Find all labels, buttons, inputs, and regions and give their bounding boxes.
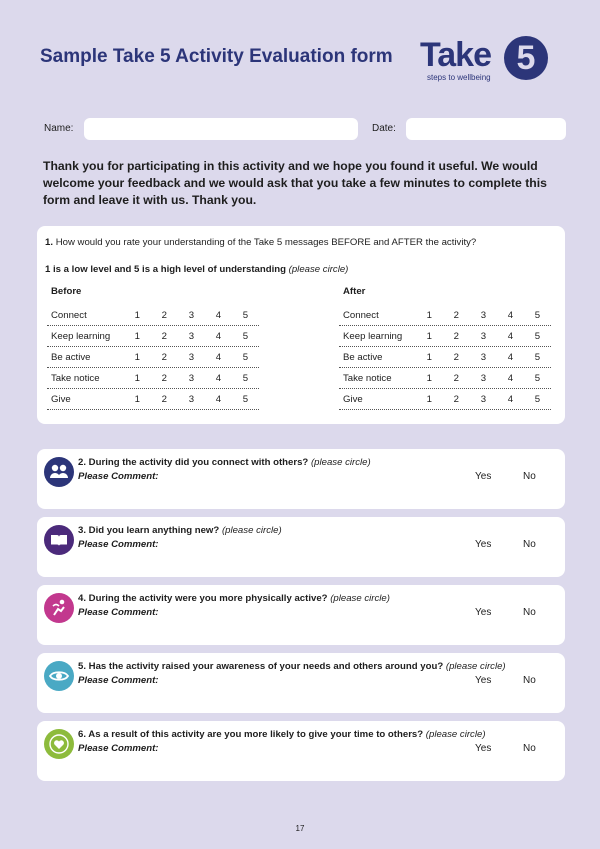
rating-option[interactable]: 2 xyxy=(453,372,459,384)
rating-option[interactable]: 4 xyxy=(215,372,222,384)
question-5-card xyxy=(37,653,565,713)
rating-option[interactable]: 5 xyxy=(242,330,249,342)
before-row xyxy=(47,305,259,326)
question-1-card xyxy=(37,226,565,424)
name-field[interactable] xyxy=(84,118,358,140)
comment-label: Please Comment: xyxy=(78,675,159,686)
name-label: Name: xyxy=(44,123,74,134)
eye-icon xyxy=(44,661,74,691)
rating-option[interactable]: 1 xyxy=(134,309,140,321)
question-text xyxy=(78,525,282,536)
row-label: Connect xyxy=(343,309,379,321)
question-label: 6. As a result of this activity are you more likely to give your time to others? xyxy=(78,729,424,740)
row-label: Give xyxy=(343,393,363,405)
question-hint: (please circle) xyxy=(425,729,486,740)
comment-label: Please Comment: xyxy=(78,471,159,482)
question-hint: (please circle) xyxy=(445,661,506,672)
rating-option[interactable]: 3 xyxy=(480,330,487,342)
rating-option[interactable]: 5 xyxy=(242,393,249,405)
rating-option[interactable]: 4 xyxy=(507,393,514,405)
row-label: Connect xyxy=(51,309,87,321)
rating-option[interactable]: 5 xyxy=(534,309,541,321)
rating-option[interactable]: 1 xyxy=(134,351,140,363)
yes-option[interactable]: Yes xyxy=(475,607,492,618)
rating-option[interactable]: 2 xyxy=(161,351,167,363)
question-text xyxy=(78,457,371,468)
row-label: Be active xyxy=(51,351,91,363)
rating-option[interactable]: 4 xyxy=(507,351,514,363)
comment-label: Please Comment: xyxy=(78,743,159,754)
yes-option[interactable]: Yes xyxy=(475,675,492,686)
rating-option[interactable]: 4 xyxy=(215,393,222,405)
rating-option[interactable]: 3 xyxy=(188,309,195,321)
rating-option[interactable]: 1 xyxy=(426,351,432,363)
question-label: 3. Did you learn anything new? xyxy=(78,525,220,536)
rating-option[interactable]: 5 xyxy=(242,309,249,321)
scale-hint: (please circle) xyxy=(288,264,349,275)
question-label: 2. During the activity did you connect with others? xyxy=(78,457,309,468)
scale-text: 1 is a low level and 5 is a high level of understanding xyxy=(45,264,286,275)
rating-option[interactable]: 1 xyxy=(426,309,432,321)
question-3-card xyxy=(37,517,565,577)
after-row xyxy=(339,326,551,347)
question-1-number: 1. xyxy=(45,237,54,248)
rating-option[interactable]: 3 xyxy=(188,372,195,384)
page-number: 17 xyxy=(295,824,305,833)
comment-label: Please Comment: xyxy=(78,607,159,618)
rating-option[interactable]: 1 xyxy=(134,393,140,405)
date-field[interactable] xyxy=(406,118,566,140)
rating-option[interactable]: 2 xyxy=(161,309,167,321)
date-label: Date: xyxy=(372,123,396,134)
question-1-label: How would you rate your understanding of the Take 5 messages BEFORE and AFTER the activity? xyxy=(55,237,477,248)
before-row xyxy=(47,368,259,389)
before-table xyxy=(47,286,259,410)
row-label: Take notice xyxy=(51,372,100,384)
book-icon xyxy=(44,525,74,555)
rating-option[interactable]: 2 xyxy=(453,330,459,342)
rating-option[interactable]: 1 xyxy=(134,330,140,342)
before-row xyxy=(47,389,259,410)
question-hint: (please circle) xyxy=(221,525,282,536)
rating-option[interactable]: 2 xyxy=(453,309,459,321)
after-row xyxy=(339,305,551,326)
rating-option[interactable]: 2 xyxy=(453,351,459,363)
rating-option[interactable]: 3 xyxy=(480,372,487,384)
no-option[interactable]: No xyxy=(523,471,536,482)
comment-label: Please Comment: xyxy=(78,539,159,550)
rating-option[interactable]: 2 xyxy=(161,372,167,384)
logo-number: 5 xyxy=(504,36,548,80)
after-table xyxy=(339,286,551,410)
rating-option[interactable]: 1 xyxy=(426,393,432,405)
rating-option[interactable]: 1 xyxy=(426,330,432,342)
rating-option[interactable]: 5 xyxy=(242,351,249,363)
rating-option[interactable]: 5 xyxy=(534,393,541,405)
rating-option[interactable]: 4 xyxy=(507,330,514,342)
logo-tagline: steps to wellbeing xyxy=(427,73,491,82)
rating-option[interactable]: 5 xyxy=(534,351,541,363)
yes-option[interactable]: Yes xyxy=(475,471,492,482)
page-title: Sample Take 5 Activity Evaluation form xyxy=(40,46,393,67)
question-hint: (please circle) xyxy=(310,457,371,468)
active-icon xyxy=(44,593,74,623)
rating-option[interactable]: 5 xyxy=(534,372,541,384)
row-label: Keep learning xyxy=(51,330,111,342)
rating-option[interactable]: 2 xyxy=(453,393,459,405)
question-6-card xyxy=(37,721,565,781)
rating-option[interactable]: 5 xyxy=(534,330,541,342)
rating-option[interactable]: 5 xyxy=(242,372,249,384)
rating-option[interactable]: 3 xyxy=(188,393,195,405)
rating-option[interactable]: 3 xyxy=(480,309,487,321)
row-label: Keep learning xyxy=(343,330,403,342)
rating-option[interactable]: 4 xyxy=(215,330,222,342)
rating-option[interactable]: 1 xyxy=(134,372,140,384)
rating-option[interactable]: 3 xyxy=(188,330,195,342)
question-label: 4. During the activity were you more physically active? xyxy=(78,593,328,604)
no-option[interactable]: No xyxy=(523,743,536,754)
no-option[interactable]: No xyxy=(523,539,536,550)
intro-text: Thank you for participating in this activity and we hope you found it useful. We would welcome your feedback and we would ask that you take a few minutes to complete this form and leave it with us. Thank you. xyxy=(43,159,547,207)
take5-logo xyxy=(420,36,540,88)
rating-option[interactable]: 4 xyxy=(507,309,514,321)
question-text xyxy=(78,729,486,740)
question-label: 5. Has the activity raised your awareness of your needs and others around you? xyxy=(78,661,444,672)
no-option[interactable]: No xyxy=(523,607,536,618)
rating-option[interactable]: 3 xyxy=(480,393,487,405)
row-label: Take notice xyxy=(343,372,392,384)
before-row xyxy=(47,326,259,347)
question-text xyxy=(78,593,390,604)
rating-option[interactable]: 4 xyxy=(215,309,222,321)
question-4-card xyxy=(37,585,565,645)
question-text xyxy=(78,661,506,672)
before-row xyxy=(47,347,259,368)
rating-option[interactable]: 4 xyxy=(215,351,222,363)
after-row xyxy=(339,347,551,368)
rating-option[interactable]: 3 xyxy=(480,351,487,363)
logo-word: Take xyxy=(420,36,491,74)
connect-icon xyxy=(44,457,74,487)
rating-option[interactable]: 1 xyxy=(426,372,432,384)
scale-instruction xyxy=(45,264,348,275)
heart-icon xyxy=(44,729,74,759)
rating-option[interactable]: 4 xyxy=(507,372,514,384)
yes-option[interactable]: Yes xyxy=(475,743,492,754)
question-2-card xyxy=(37,449,565,509)
after-row xyxy=(339,389,551,410)
rating-option[interactable]: 2 xyxy=(161,393,167,405)
rating-option[interactable]: 3 xyxy=(188,351,195,363)
after-row xyxy=(339,368,551,389)
after-heading: After xyxy=(343,286,366,297)
rating-option[interactable]: 2 xyxy=(161,330,167,342)
no-option[interactable]: No xyxy=(523,675,536,686)
question-1-text xyxy=(45,237,476,248)
before-heading: Before xyxy=(51,286,82,297)
row-label: Give xyxy=(51,393,71,405)
question-hint: (please circle) xyxy=(330,593,390,604)
yes-option[interactable]: Yes xyxy=(475,539,492,550)
row-label: Be active xyxy=(343,351,383,363)
